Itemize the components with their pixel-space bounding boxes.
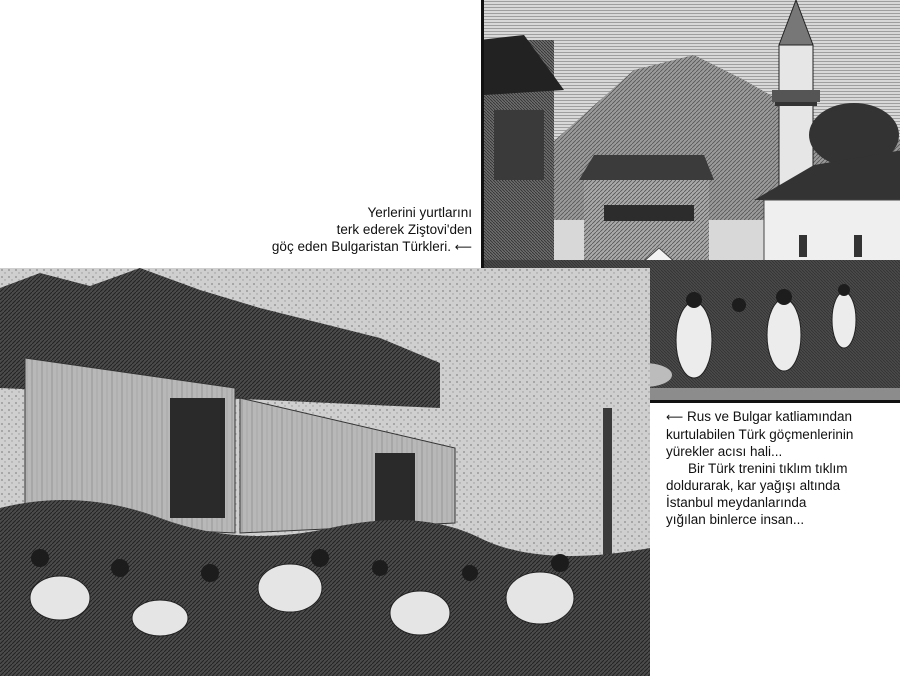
- caption-bottom-line-5: doldurarak, kar yağışı altında: [666, 478, 841, 493]
- caption-bottom-line-3: yürekler acısı hali...: [666, 444, 783, 459]
- bottom-image-caption: [666, 408, 896, 528]
- caption-top-line-3: göç eden Bulgaristan Türkleri.: [271, 239, 452, 254]
- refugee-train-illustration: [0, 268, 650, 676]
- arrow-left-icon: ⟵: [666, 410, 684, 424]
- refugee-train-engraving: [0, 268, 650, 676]
- caption-bottom-line-2: kurtulabilen Türk göçmenlerinin: [666, 427, 854, 442]
- caption-top-line-2: terk ederek Ziştovi'den: [336, 222, 472, 237]
- caption-bottom-line-4: Bir Türk trenini tıklım tıklım: [688, 461, 848, 476]
- caption-bottom-line-1: Rus ve Bulgar katliamından: [686, 409, 853, 424]
- arrow-left-icon: ⟵: [454, 240, 472, 254]
- caption-bottom-line-7: yığılan binlerce insan...: [666, 512, 805, 527]
- caption-top-line-1: Yerlerini yurtlarını: [367, 205, 472, 220]
- top-image-caption: [212, 204, 472, 256]
- caption-bottom-line-6: İstanbul meydanlarında: [666, 495, 807, 510]
